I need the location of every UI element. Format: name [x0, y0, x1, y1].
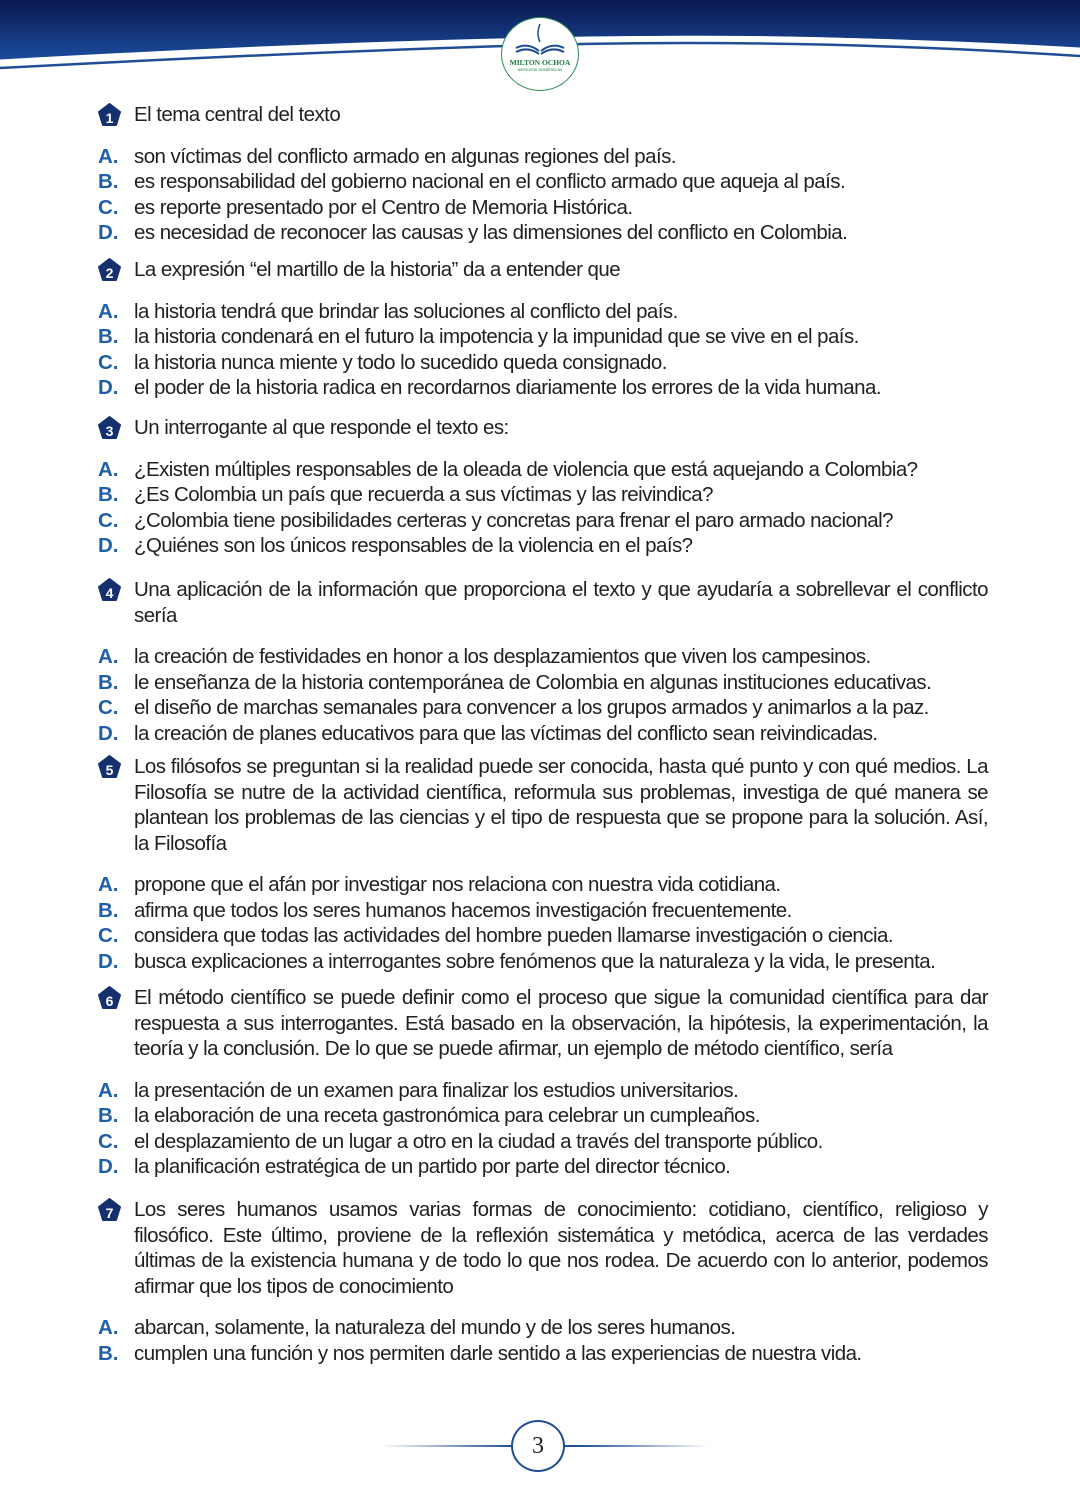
question-2 [98, 257, 988, 401]
answer-options [98, 644, 988, 746]
question-number: 2 [105, 265, 114, 281]
question-7 [98, 1197, 988, 1366]
question-number-badge-icon [98, 986, 121, 1009]
option-letter: B. [98, 483, 119, 506]
option-text: el desplazamiento de un lugar a otro en la ciudad a través del transporte público. [134, 1129, 823, 1153]
option-text: la planificación estratégica de un partido por parte del director técnico. [134, 1155, 731, 1178]
option-text: ¿Colombia tiene posibilidades certeras y concretas para frenar el paro armado nacional? [134, 508, 893, 532]
question-text: El método científico se puede definir como el proceso que sigue la comunidad científica para dar respuesta a sus interrogantes. Está basado en la observación, la hipótesis, la experimentación, la teoría y la conclusión. De lo que se puede afirmar, un ejemplo de método científico, sería [134, 986, 988, 1060]
option-text: considera que todas las actividades del hombre pueden llamarse investigación o ciencia. [134, 924, 893, 947]
option-text: es necesidad de reconocer las causas y las dimensiones del conflicto en Colombia. [134, 221, 848, 244]
question-number-badge-icon [98, 1198, 121, 1221]
option-letter: C. [98, 508, 119, 532]
question-text: Los seres humanos usamos varias formas de conocimiento: cotidiano, científico, religioso y filosófico. Este último, proviene de la reflexión sistemática y metódica, acerca de las verdades últimas de la existencia humana y de todo lo que nos rodea. De acuerdo con lo anterior, podemos afirmar que los tipos de conocimiento [134, 1198, 988, 1298]
option-text: ¿Quiénes son los únicos responsables de la violencia en el país? [134, 534, 693, 557]
question-4 [98, 577, 988, 746]
option-text: propone que el afán por investigar nos relaciona con nuestra vida cotidiana. [134, 873, 781, 896]
answer-option[interactable] [98, 144, 988, 170]
option-letter: D. [98, 376, 119, 399]
option-letter: C. [98, 195, 119, 219]
answer-option[interactable] [98, 1103, 988, 1129]
option-text: el diseño de marchas semanales para convencer a los grupos armados y animarlos a la paz. [134, 696, 929, 719]
question-text: Una aplicación de la información que proporciona el texto y que ayudaría a sobrellevar el conflicto sería [134, 578, 988, 627]
question-stem [98, 415, 988, 441]
option-letter: A. [98, 1316, 119, 1339]
option-text: cumplen una función y nos permiten darle sentido a las experiencias de nuestra vida. [134, 1341, 862, 1365]
option-letter: A. [98, 144, 119, 168]
option-letter: D. [98, 949, 119, 973]
answer-option[interactable] [98, 375, 988, 401]
option-letter: C. [98, 1129, 119, 1153]
question-6 [98, 985, 988, 1180]
page-footer [380, 1420, 710, 1475]
answer-option[interactable] [98, 508, 988, 534]
option-text: ¿Existen múltiples responsables de la oleada de violencia que está aquejando a Colombia? [134, 457, 918, 481]
book-icon [502, 18, 578, 58]
option-letter: A. [98, 299, 119, 323]
answer-option[interactable] [98, 1129, 988, 1155]
question-text: El tema central del texto [134, 103, 341, 126]
option-text: la elaboración de una receta gastronómica para celebrar un cumpleaños. [134, 1104, 760, 1127]
question-1 [98, 102, 988, 246]
answer-option[interactable] [98, 872, 988, 898]
answer-option[interactable] [98, 1341, 988, 1367]
option-letter: D. [98, 721, 119, 745]
option-text: ¿Es Colombia un país que recuerda a sus víctimas y las reivindica? [134, 483, 713, 506]
page-header-banner [0, 0, 1080, 100]
logo-subtitle: asesorías académicas [517, 67, 563, 72]
question-text: Los filósofos se preguntan si la realidad puede ser conocida, hasta qué punto y con qué medios. La Filosofía se nutre de la actividad científica, reformula sus problemas, investiga de qué manera se plantean los problemas de las ciencias y el tipo de respuesta que se propone para la solución. Así, la Filosofía [134, 755, 988, 855]
answer-option[interactable] [98, 695, 988, 721]
answer-option[interactable] [98, 457, 988, 483]
answer-option[interactable] [98, 923, 988, 949]
question-stem [98, 257, 988, 283]
option-letter: C. [98, 350, 119, 374]
option-text: es responsabilidad del gobierno nacional en el conflicto armado que aqueja al país. [134, 170, 846, 193]
option-text: busca explicaciones a interrogantes sobre fenómenos que la naturaleza y la vida, le presenta. [134, 949, 936, 973]
answer-options [98, 299, 988, 401]
question-stem [98, 102, 988, 128]
question-text: Un interrogante al que responde el texto es: [134, 416, 509, 439]
answer-option[interactable] [98, 299, 988, 325]
option-text: es reporte presentado por el Centro de Memoria Histórica. [134, 195, 633, 219]
question-5 [98, 754, 988, 974]
answer-option[interactable] [98, 670, 988, 696]
question-number: 3 [105, 423, 114, 439]
question-number: 4 [105, 585, 114, 601]
answer-option[interactable] [98, 898, 988, 924]
answer-option[interactable] [98, 1154, 988, 1180]
question-stem [98, 1197, 988, 1299]
question-number: 7 [105, 1205, 114, 1221]
option-letter: D. [98, 1155, 119, 1178]
question-number-badge-icon [98, 103, 121, 126]
option-letter: C. [98, 924, 119, 947]
answer-option[interactable] [98, 533, 988, 559]
answer-option[interactable] [98, 949, 988, 975]
answer-option[interactable] [98, 350, 988, 376]
option-letter: A. [98, 873, 119, 896]
question-stem [98, 985, 988, 1062]
milton-ochoa-logo [501, 17, 579, 91]
option-text: la presentación de un examen para finalizar los estudios universitarios. [134, 1078, 739, 1102]
question-number-badge-icon [98, 578, 121, 601]
option-letter: B. [98, 670, 119, 694]
question-text: La expresión “el martillo de la historia” da a entender que [134, 258, 621, 281]
option-letter: A. [98, 645, 119, 668]
answer-options [98, 1078, 988, 1180]
logo-name: MILTON OCHOA [509, 58, 571, 67]
option-text: el poder de la historia radica en recordarnos diariamente los errores de la vida humana. [134, 376, 881, 399]
question-number-badge-icon [98, 258, 121, 281]
question-number: 6 [105, 993, 114, 1009]
answer-option[interactable] [98, 1078, 988, 1104]
page-number: 3 [511, 1420, 565, 1472]
option-letter: B. [98, 325, 119, 348]
question-3 [98, 415, 988, 559]
option-text: son víctimas del conflicto armado en algunas regiones del país. [134, 144, 676, 168]
option-letter: A. [98, 1078, 119, 1102]
answer-options [98, 872, 988, 974]
option-letter: D. [98, 534, 119, 557]
answer-option[interactable] [98, 324, 988, 350]
question-number-badge-icon [98, 755, 121, 778]
option-text: la historia tendrá que brindar las soluciones al conflicto del país. [134, 299, 678, 323]
answer-options [98, 1315, 988, 1366]
option-letter: A. [98, 457, 119, 481]
option-letter: B. [98, 898, 119, 922]
question-number-badge-icon [98, 416, 121, 439]
option-text: la creación de festividades en honor a los desplazamientos que viven los campesinos. [134, 645, 871, 668]
option-letter: B. [98, 1341, 119, 1365]
answer-option[interactable] [98, 482, 988, 508]
answer-option[interactable] [98, 721, 988, 747]
answer-option[interactable] [98, 169, 988, 195]
answer-option[interactable] [98, 644, 988, 670]
answer-option[interactable] [98, 1315, 988, 1341]
option-text: la historia nunca miente y todo lo sucedido queda consignado. [134, 350, 667, 374]
answer-option[interactable] [98, 195, 988, 221]
question-stem [98, 577, 988, 628]
option-text: la creación de planes educativos para que las víctimas del conflicto sean reivindicadas. [134, 721, 878, 745]
answer-options [98, 457, 988, 559]
option-text: abarcan, solamente, la naturaleza del mundo y de los seres humanos. [134, 1316, 736, 1339]
option-text: afirma que todos los seres humanos hacemos investigación frecuentemente. [134, 898, 792, 922]
answer-options [98, 144, 988, 246]
option-text: la historia condenará en el futuro la impotencia y la impunidad que se vive en el país. [134, 325, 859, 348]
option-letter: B. [98, 170, 119, 193]
question-number: 5 [105, 762, 114, 778]
answer-option[interactable] [98, 220, 988, 246]
question-number: 1 [105, 110, 114, 126]
question-stem [98, 754, 988, 856]
option-letter: D. [98, 221, 119, 244]
option-text: le enseñanza de la historia contemporánea de Colombia en algunas instituciones educativas. [134, 670, 932, 694]
option-letter: C. [98, 696, 119, 719]
option-letter: B. [98, 1104, 119, 1127]
